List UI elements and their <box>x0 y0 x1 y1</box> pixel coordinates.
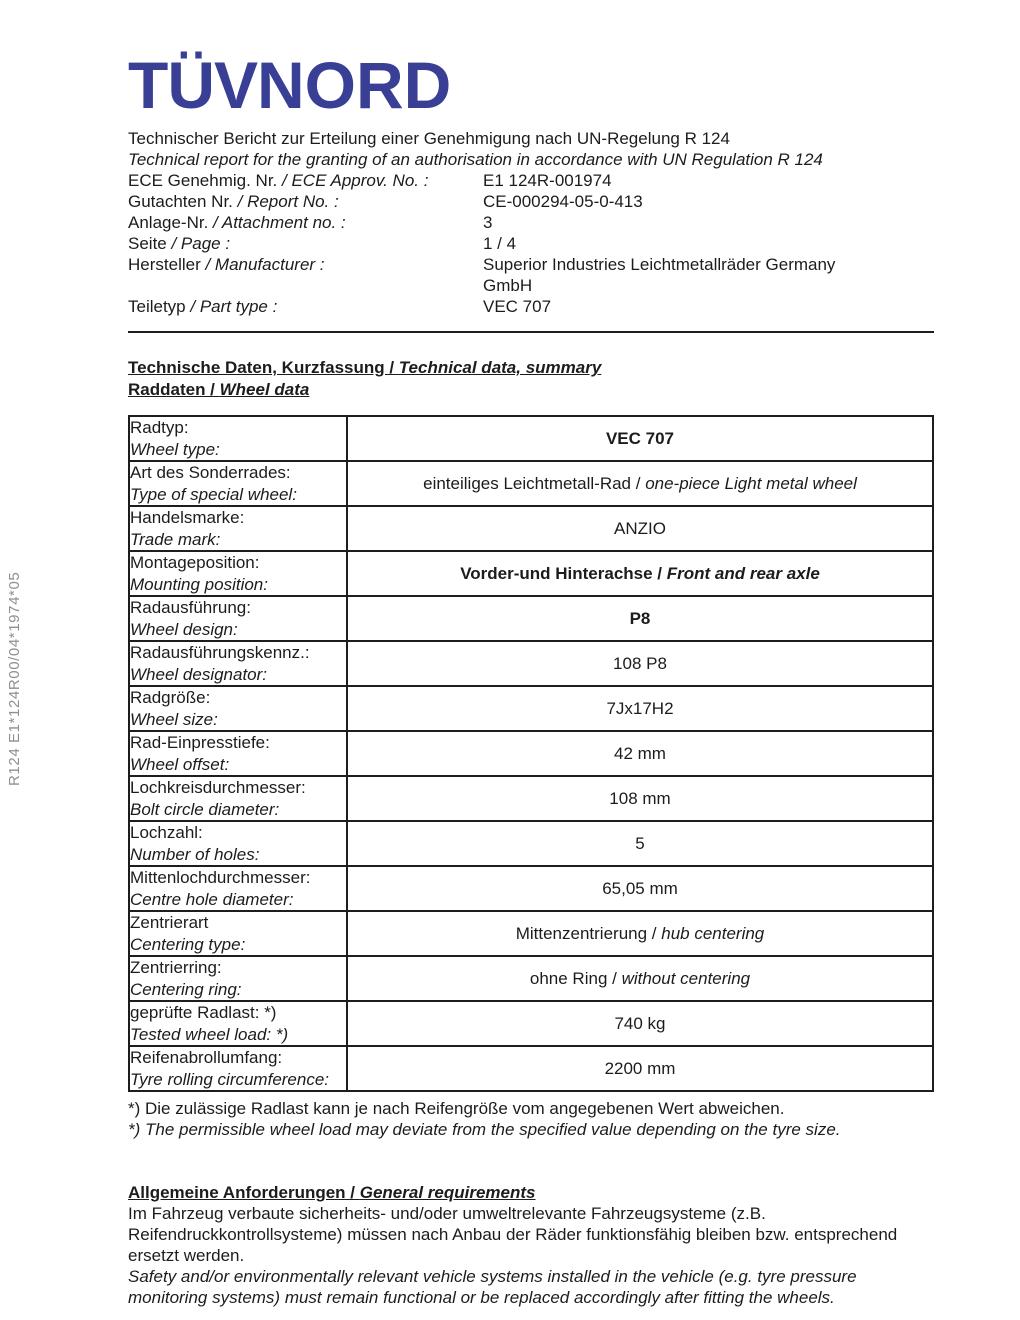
row-centering-type <box>129 911 933 956</box>
general-requirements-section <box>128 1182 934 1308</box>
row-wheel-offset <box>129 731 933 776</box>
row-value: P8 <box>347 596 933 641</box>
row-value: 108 mm <box>347 776 933 821</box>
row-value: 5 <box>347 821 933 866</box>
row-value: 65,05 mm <box>347 866 933 911</box>
row-centering-ring <box>129 956 933 1001</box>
field-value: Superior Industries Leichtmetallräder Germany GmbH <box>483 255 836 295</box>
row-label: Lochzahl: Number of holes: <box>129 821 347 866</box>
tuv-nord-logo <box>128 48 934 122</box>
wheel-load-footnote <box>128 1098 934 1140</box>
row-label: Zentrierart Centering type: <box>129 911 347 956</box>
row-value: ohne Ring / without centering <box>347 956 933 1001</box>
row-label: Lochkreisdurchmesser: Bolt circle diameter: <box>129 776 347 821</box>
row-label: Radtyp: Wheel type: <box>129 416 347 461</box>
field-value: 1 / 4 <box>483 234 517 253</box>
row-label: Handelsmarke: Trade mark: <box>129 506 347 551</box>
field-manufacturer <box>128 254 934 296</box>
row-trade-mark <box>129 506 933 551</box>
logo-nord-text: NORD <box>257 48 452 122</box>
header-fields <box>128 170 934 317</box>
row-label: Montageposition: Mounting position: <box>129 551 347 596</box>
section-heading-line2: Raddaten / Wheel data <box>128 380 310 399</box>
row-wheel-type <box>129 416 933 461</box>
row-label: geprüfte Radlast: *) Tested wheel load: *) <box>129 1001 347 1046</box>
row-value: Mittenzentrierung / hub centering <box>347 911 933 956</box>
row-number-of-holes <box>129 821 933 866</box>
row-value: 740 kg <box>347 1001 933 1046</box>
field-value: VEC 707 <box>483 297 552 316</box>
field-label: Hersteller / Manufacturer : <box>128 255 325 274</box>
row-tested-wheel-load <box>129 1001 933 1046</box>
general-requirements-heading: Allgemeine Anforderungen / General requirements <box>128 1183 536 1202</box>
row-value: einteiliges Leichtmetall-Rad / one-piece Light metal wheel <box>347 461 933 506</box>
row-wheel-design <box>129 596 933 641</box>
field-label: Anlage-Nr. / Attachment no. : <box>128 213 346 232</box>
row-value: 2200 mm <box>347 1046 933 1091</box>
row-centre-hole-diameter <box>129 866 933 911</box>
field-page <box>128 233 934 254</box>
row-value: Vorder-und Hinterachse / Front and rear axle <box>347 551 933 596</box>
row-label: Radausführung: Wheel design: <box>129 596 347 641</box>
row-label: Radgröße: Wheel size: <box>129 686 347 731</box>
row-label: Art des Sonderrades: Type of special wheel: <box>129 461 347 506</box>
row-type-of-special-wheel <box>129 461 933 506</box>
section-heading-line1: Technische Daten, Kurzfassung / Technical data, summary <box>128 358 602 377</box>
report-title <box>128 128 934 170</box>
row-value: VEC 707 <box>347 416 933 461</box>
approval-code-vertical: R124 E1*124R00/04*1974*05 <box>6 571 23 786</box>
row-value: ANZIO <box>347 506 933 551</box>
field-label: ECE Genehmig. Nr. / ECE Approv. No. : <box>128 171 429 190</box>
general-requirements-body-de: Im Fahrzeug verbaute sicherheits- und/oder umweltrelevante Fahrzeugsysteme (z.B. Reifendruckkontrollsysteme) müssen nach Anbau der Räder funktionsfähig bleiben bzw. entsprechend ersetzt werden. <box>128 1204 898 1265</box>
general-requirements-body-en: Safety and/or environmentally relevant vehicle systems installed in the vehicle (e.g. tyre pressure monitoring systems) must remain functional or be replaced accordingly after fitting the wheels. <box>128 1267 857 1307</box>
row-label: Reifenabrollumfang: Tyre rolling circumference: <box>129 1046 347 1091</box>
logo-tuv-text: TÜV <box>128 48 257 122</box>
footnote-en: *) The permissible wheel load may deviate from the specified value depending on the tyre size. <box>128 1120 841 1139</box>
row-label: Mittenlochdurchmesser: Centre hole diameter: <box>129 866 347 911</box>
field-label: Teiletyp / Part type : <box>128 297 278 316</box>
row-wheel-size <box>129 686 933 731</box>
section-heading-technical-data <box>128 357 934 401</box>
report-title-en: Technical report for the granting of an authorisation in accordance with UN Regulation R 124 <box>128 150 823 169</box>
row-value: 108 P8 <box>347 641 933 686</box>
report-title-de: Technischer Bericht zur Erteilung einer Genehmigung nach UN-Regelung R 124 <box>128 129 730 148</box>
field-part-type <box>128 296 934 317</box>
field-label: Gutachten Nr. / Report No. : <box>128 192 339 211</box>
field-report-no <box>128 191 934 212</box>
row-label: Radausführungskennz.: Wheel designator: <box>129 641 347 686</box>
field-value: E1 124R-001974 <box>483 171 612 190</box>
field-attachment-no <box>128 212 934 233</box>
row-value: 7Jx17H2 <box>347 686 933 731</box>
row-label: Zentrierring: Centering ring: <box>129 956 347 1001</box>
document-page <box>128 0 934 1308</box>
row-label: Rad-Einpresstiefe: Wheel offset: <box>129 731 347 776</box>
row-mounting-position <box>129 551 933 596</box>
header-divider <box>128 331 934 333</box>
footnote-de: *) Die zulässige Radlast kann je nach Reifengröße vom angegebenen Wert abweichen. <box>128 1099 785 1118</box>
row-value: 42 mm <box>347 731 933 776</box>
field-value: CE-000294-05-0-413 <box>483 192 643 211</box>
row-wheel-designator <box>129 641 933 686</box>
field-value: 3 <box>483 213 493 232</box>
wheel-data-table <box>128 415 934 1092</box>
field-label: Seite / Page : <box>128 234 231 253</box>
row-tyre-rolling-circumference <box>129 1046 933 1091</box>
field-ece-approval-no <box>128 170 934 191</box>
row-bolt-circle-diameter <box>129 776 933 821</box>
